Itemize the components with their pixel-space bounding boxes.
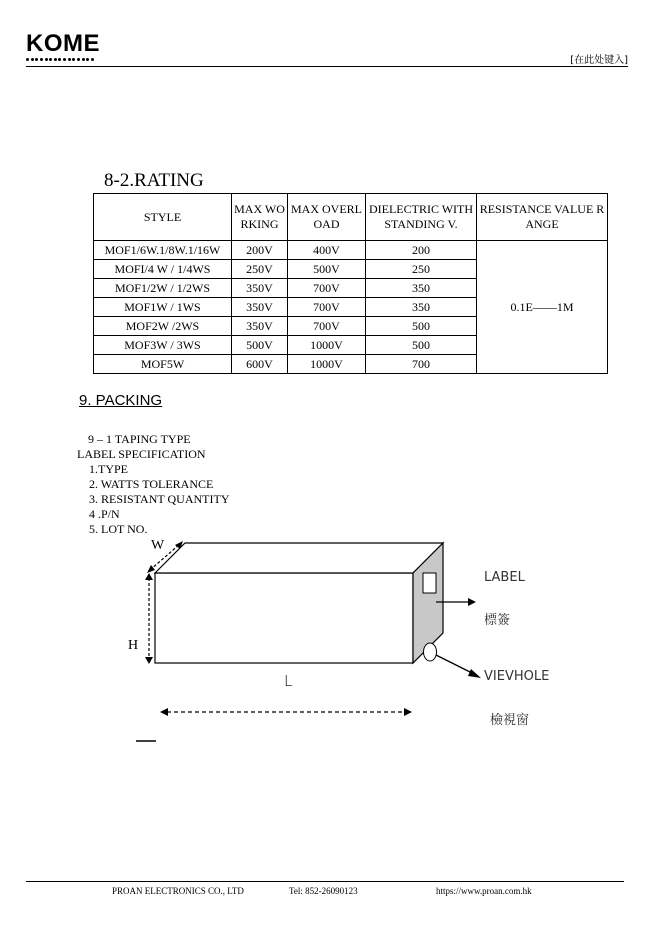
rating-title: 8-2.RATING xyxy=(104,170,204,191)
dielectric-cell: 350 xyxy=(366,298,477,317)
spec-item-type: 1.TYPE xyxy=(89,462,128,476)
header-placeholder: [在此处键入] xyxy=(570,55,628,66)
col-resistance-range: RESISTANCE VALUE RANGE xyxy=(477,194,608,241)
label-en: LABEL xyxy=(484,570,525,585)
col-style: STYLE xyxy=(94,194,232,241)
overload-cell: 700V xyxy=(288,317,366,336)
footer-rule xyxy=(26,881,624,882)
dim-w-label: W xyxy=(151,538,165,553)
spec-item-pn: 4 .P/N xyxy=(89,507,120,521)
label-spec-line: LABEL SPECIFICATION xyxy=(77,447,206,461)
working-cell: 600V xyxy=(232,355,288,374)
spec-item-lot: 5. LOT NO. xyxy=(89,522,148,536)
overload-cell: 1000V xyxy=(288,355,366,374)
viewhole-cn: 檢視窗 xyxy=(490,713,530,728)
overload-cell: 1000V xyxy=(288,336,366,355)
taping-type-line: 9 – 1 TAPING TYPE xyxy=(88,432,191,446)
working-cell: 200V xyxy=(232,241,288,260)
packing-title: 9. PACKING xyxy=(79,392,163,409)
overload-cell: 700V xyxy=(288,279,366,298)
box-front-face xyxy=(155,573,413,663)
overload-cell: 400V xyxy=(288,241,366,260)
style-cell: MOF2W /2WS xyxy=(94,317,232,336)
label-cn: 標簽 xyxy=(484,613,511,628)
footer-url: https://www.proan.com.hk xyxy=(436,886,532,896)
style-cell: MOFI/4 W / 1/4WS xyxy=(94,260,232,279)
style-cell: MOF1/2W / 1/2WS xyxy=(94,279,232,298)
style-cell: MOF3W / 3WS xyxy=(94,336,232,355)
style-cell: MOF1/6W.1/8W.1/16W xyxy=(94,241,232,260)
working-cell: 350V xyxy=(232,298,288,317)
box-top-face xyxy=(155,543,443,573)
viewhole-en: VIEVHOLE xyxy=(484,669,550,684)
col-max-working: MAX WORKING xyxy=(232,194,288,241)
dielectric-cell: 700 xyxy=(366,355,477,374)
dim-h-label: H xyxy=(128,638,139,653)
col-dielectric: DIELECTRIC WITHSTANDING V. xyxy=(366,194,477,241)
working-cell: 250V xyxy=(232,260,288,279)
footer-tel: Tel: 852-26090123 xyxy=(289,886,358,896)
dielectric-cell: 200 xyxy=(366,241,477,260)
spec-item-watts: 2. WATTS TOLERANCE xyxy=(89,477,214,491)
box-viewhole xyxy=(424,643,437,661)
style-cell: MOF1W / 1WS xyxy=(94,298,232,317)
footer-company: PROAN ELECTRONICS CO., LTD xyxy=(112,886,244,896)
dielectric-cell: 250 xyxy=(366,260,477,279)
dielectric-cell: 500 xyxy=(366,317,477,336)
overload-cell: 500V xyxy=(288,260,366,279)
dielectric-cell: 500 xyxy=(366,336,477,355)
working-cell: 350V xyxy=(232,317,288,336)
working-cell: 500V xyxy=(232,336,288,355)
spec-item-quantity: 3. RESISTANT QUANTITY xyxy=(89,492,230,506)
dielectric-cell: 350 xyxy=(366,279,477,298)
box-label-rect xyxy=(423,573,436,593)
resistance-range-cell: 0.1E——1M xyxy=(477,241,608,374)
style-cell: MOF5W xyxy=(94,355,232,374)
col-max-overload: MAX OVERLOAD xyxy=(288,194,366,241)
overload-cell: 700V xyxy=(288,298,366,317)
working-cell: 350V xyxy=(232,279,288,298)
dim-l-label: L xyxy=(284,672,293,690)
logo-text: KOME xyxy=(26,30,100,57)
